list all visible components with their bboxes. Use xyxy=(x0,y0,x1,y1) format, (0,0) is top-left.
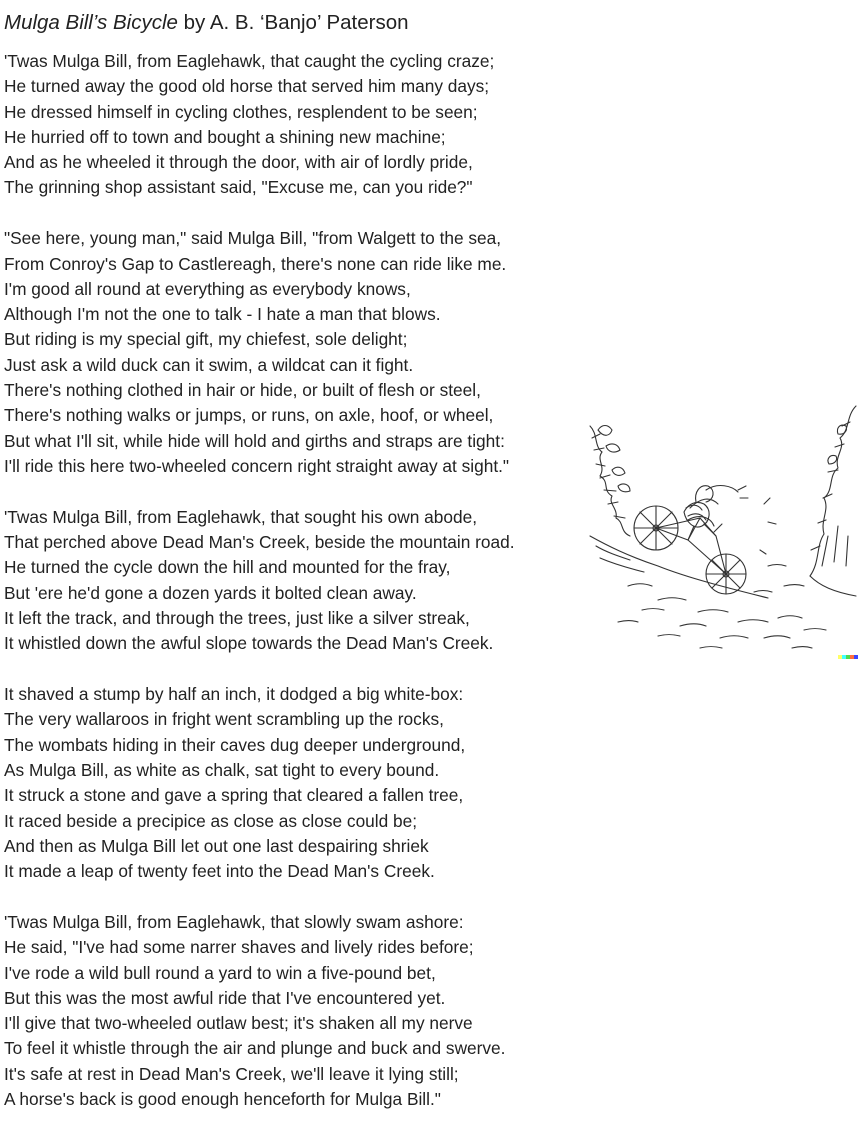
poem-line: That perched above Dead Man's Creek, beside the mountain road. xyxy=(4,532,515,553)
poem-line: A horse's back is good enough henceforth for Mulga Bill." xyxy=(4,1088,441,1109)
poem-line: There's nothing clothed in hair or hide, or built of flesh or steel, xyxy=(4,380,481,401)
poem-line: It struck a stone and gave a spring that cleared a fallen tree, xyxy=(4,785,464,806)
title-italic: Mulga Bill’s Bicycle xyxy=(4,11,178,34)
poem-line: He turned the cycle down the hill and mounted for the fray, xyxy=(4,557,451,578)
poem-line: I've rode a wild bull round a yard to win a five-pound bet, xyxy=(4,962,436,983)
poem-line: To feel it whistle through the air and plunge and buck and swerve. xyxy=(4,1038,506,1059)
poem-line: It whistled down the awful slope towards the Dead Man's Creek. xyxy=(4,633,494,654)
stanza-1 xyxy=(4,49,584,201)
poem-title xyxy=(4,8,409,38)
stanza-5 xyxy=(4,910,584,1112)
watermark-swatch xyxy=(854,655,858,659)
poem-line: I'll ride this here two-wheeled concern right straight away at sight." xyxy=(4,455,510,476)
poem-line: But what I'll sit, while hide will hold and girths and straps are tight: xyxy=(4,430,505,451)
poem-line: The wombats hiding in their caves dug deeper underground, xyxy=(4,734,466,755)
poem-line: He hurried off to town and bought a shining new machine; xyxy=(4,126,446,147)
bicycle-crash-sketch-icon xyxy=(588,386,858,659)
poem-line: 'Twas Mulga Bill, from Eaglehawk, that slowly swam ashore: xyxy=(4,911,464,932)
poem-line: And as he wheeled it through the door, with air of lordly pride, xyxy=(4,152,473,173)
poem-line: 'Twas Mulga Bill, from Eaglehawk, that sought his own abode, xyxy=(4,506,478,527)
poem-line: I'll give that two-wheeled outlaw best; it's shaken all my nerve xyxy=(4,1013,473,1034)
poem-line: It made a leap of twenty feet into the Dead Man's Creek. xyxy=(4,861,435,882)
poem-line: Just ask a wild duck can it swim, a wildcat can it fight. xyxy=(4,354,414,375)
poem-line: But this was the most awful ride that I've encountered yet. xyxy=(4,987,446,1008)
poem-line: The very wallaroos in fright went scrambling up the rocks, xyxy=(4,709,444,730)
poem-line: It raced beside a precipice as close as close could be; xyxy=(4,810,418,831)
poem-line: It shaved a stump by half an inch, it dodged a big white-box: xyxy=(4,684,464,705)
poem-line: But riding is my special gift, my chiefest, sole delight; xyxy=(4,329,408,350)
poem-body xyxy=(4,49,584,1138)
poem-line: It left the track, and through the trees, just like a silver streak, xyxy=(4,607,470,628)
poem-line: It's safe at rest in Dead Man's Creek, we'll leave it lying still; xyxy=(4,1063,459,1084)
poem-line: He dressed himself in cycling clothes, resplendent to be seen; xyxy=(4,101,478,122)
watermark-strip xyxy=(838,655,858,659)
poem-line: I'm good all round at everything as everybody knows, xyxy=(4,278,411,299)
poem-line: Although I'm not the one to talk - I hate a man that blows. xyxy=(4,304,441,325)
poem-line: "See here, young man," said Mulga Bill, "from Walgett to the sea, xyxy=(4,228,502,249)
stanza-2 xyxy=(4,226,584,479)
stanza-4 xyxy=(4,682,584,884)
poem-line: He said, "I've had some narrer shaves and lively rides before; xyxy=(4,937,474,958)
poem-line: As Mulga Bill, as white as chalk, sat tight to every bound. xyxy=(4,759,440,780)
poem-line: The grinning shop assistant said, "Excuse me, can you ride?" xyxy=(4,177,473,198)
byline: by A. B. ‘Banjo’ Paterson xyxy=(177,11,409,34)
poem-line: There's nothing walks or jumps, or runs, on axle, hoof, or wheel, xyxy=(4,405,494,426)
bicycle-crash-illustration xyxy=(588,386,858,659)
poem-line: And then as Mulga Bill let out one last despairing shriek xyxy=(4,835,429,856)
poem-line: He turned away the good old horse that served him many days; xyxy=(4,76,490,97)
poem-line: From Conroy's Gap to Castlereagh, there's none can ride like me. xyxy=(4,253,507,274)
poem-line: 'Twas Mulga Bill, from Eaglehawk, that caught the cycling craze; xyxy=(4,51,495,71)
stanza-3 xyxy=(4,505,584,657)
poem-line: But 'ere he'd gone a dozen yards it bolted clean away. xyxy=(4,582,417,603)
